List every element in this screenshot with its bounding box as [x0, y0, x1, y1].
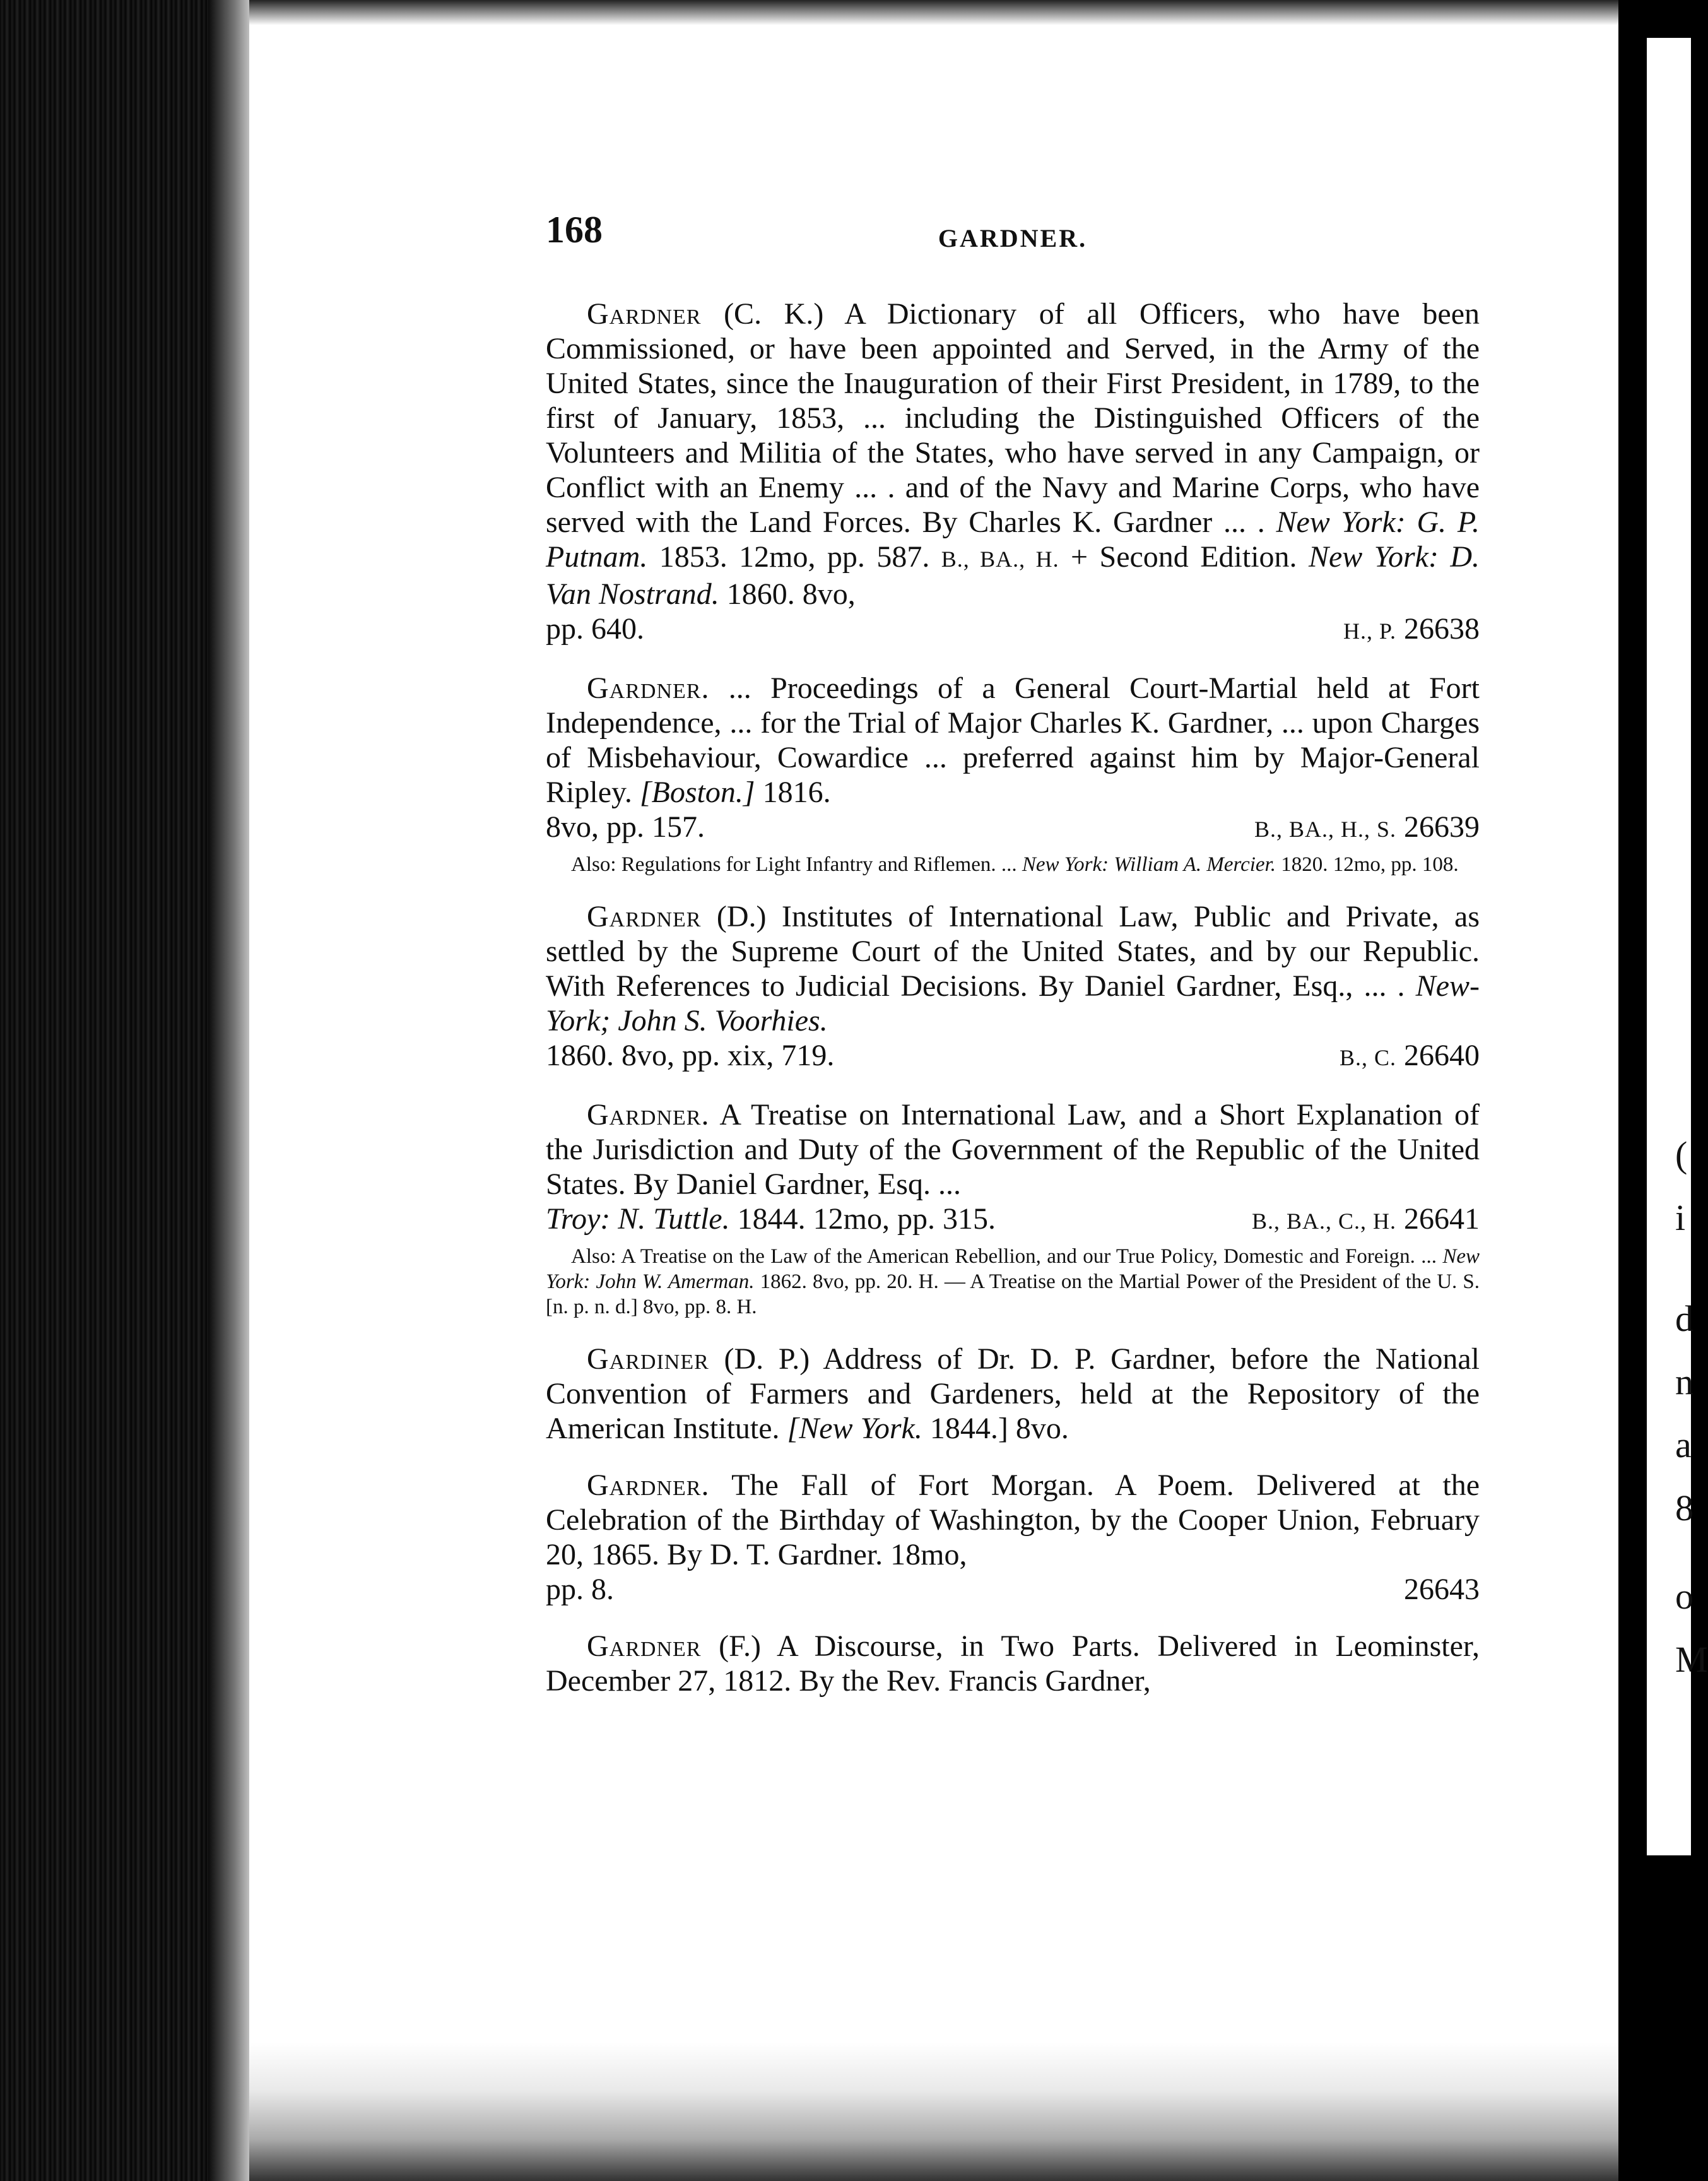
fragment: i — [1675, 1197, 1686, 1238]
entry-name: Gardner. — [587, 671, 710, 705]
page-shadow — [208, 0, 252, 2181]
entry-last-line: pp. 640. — [546, 612, 644, 646]
entry-libraries: B., BA., H., S. — [1254, 817, 1396, 842]
entry-ref-line — [546, 810, 1480, 847]
entry-ref-line — [546, 1202, 1480, 1239]
also-text: Also: A Treatise on the Law of the American Rebellion, and our True Policy, Domestic and Foreign. ... — [571, 1245, 1437, 1268]
entry-number: 26641 — [1404, 1202, 1480, 1236]
page-top-edge — [249, 0, 1625, 25]
facing-page-fragments — [1675, 1123, 1708, 1691]
entry-number: 26640 — [1404, 1039, 1480, 1072]
page-bottom-edge — [249, 2042, 1625, 2181]
fragment: d — [1675, 1298, 1693, 1339]
entry-number: 26643 — [1404, 1573, 1480, 1606]
entry-text: (F.) A Discourse, in Two Parts. Delivered in Leominster, December 27, 1812. By the Rev. Francis Gardner, — [546, 1629, 1480, 1698]
fragment: M — [1675, 1639, 1708, 1680]
entry-tail: 1853. 12mo, pp. 587. — [659, 540, 930, 574]
entry-libraries: B., BA., C., H. — [1251, 1209, 1396, 1234]
entry-imprint: [Boston.] — [639, 776, 755, 809]
entry-tail: 1844.] 8vo. — [929, 1412, 1069, 1445]
entry-libraries: B., C. — [1339, 1045, 1396, 1070]
entry-text: The Fall of Fort Morgan. A Poem. Delivered at the Celebration of the Birthday of Washington, by the Cooper Union, February 20, 1865. By D. T. Gardner. 18mo, — [546, 1469, 1480, 1571]
entry-last-line: 1844. 12mo, pp. 315. — [737, 1202, 996, 1236]
entry — [546, 1629, 1480, 1698]
entry-imprint: Troy: N. Tuttle. — [546, 1202, 730, 1236]
entry-name: Gardner — [587, 1629, 702, 1663]
page-heading: GARDNER. — [938, 224, 1088, 252]
bibliography-entries — [546, 297, 1480, 1720]
also-note — [546, 852, 1480, 877]
gutter-line — [1618, 0, 1625, 2181]
fragment: o — [1675, 1576, 1693, 1617]
entry-text: (C. K.) A Dictionary of all Officers, who have been Commissioned, or have been appointed and Served, in the Army of the United States, since the Inauguration of their First President, in 1789, to the first of January, 1853, ... including the Distinguished Officers of the Volunteers and Militia of the States, who have served in any Campaign, or Conflict with an Enemy ... . and of the Navy and Marine Corps, who have served with the Land Forces. By Charles K. Gardner ... . — [546, 297, 1480, 539]
running-head — [546, 208, 1480, 259]
entry-name: Gardiner — [587, 1342, 709, 1376]
entry-text: ... Proceedings of a General Court-Martial held at Fort Independence, ... for the Trial of Major Charles K. Gardner, ... upon Charges of Misbehaviour, Cowardice ... preferred against him by Major-General Ripley. — [546, 671, 1480, 809]
entry-libraries: H., P. — [1343, 618, 1396, 644]
page-number: 168 — [546, 209, 603, 251]
entry — [546, 1468, 1480, 1607]
entry-imprint: New-York; John S. Voorhies. — [546, 969, 1480, 1037]
entry-imprint: New York: G. P. Putnam. — [546, 505, 1480, 574]
entry-name: Gardner — [587, 900, 702, 933]
entry-tail: 1816. — [762, 776, 831, 809]
scan-left-edge — [0, 0, 240, 2181]
entry — [546, 297, 1480, 649]
entry-last-line: 8vo, pp. 157. — [546, 810, 705, 844]
second-tail: 1860. 8vo, — [726, 577, 856, 611]
entry-last-line: 1860. 8vo, pp. xix, 719. — [546, 1039, 835, 1072]
entry-imprint: [New York. — [787, 1412, 922, 1445]
entry-name: Gardner. — [587, 1469, 710, 1502]
entry-ref-line — [546, 612, 1480, 649]
fragment: n — [1675, 1361, 1693, 1402]
entry — [546, 899, 1480, 1075]
entry-text: (D.) Institutes of International Law, Public and Private, as settled by the Supreme Court of the United States, and by our Republic. With References to Judicial Decisions. By Daniel Gardner, Esq., ... . — [546, 900, 1480, 1003]
entry-text: (D. P.) Address of Dr. D. P. Gardner, before the National Convention of Farmers and Gardeners, held at the Repository of the American Institute. — [546, 1342, 1480, 1445]
also-text: Also: Regulations for Light Infantry and Riflemen. ... — [571, 853, 1017, 876]
entry-last-line: pp. 8. — [546, 1573, 614, 1606]
second-imprint: New York: D. Van Nostrand. — [546, 540, 1480, 611]
second-edition: + Second Edition. — [1071, 540, 1297, 574]
also-tail: 1820. 12mo, pp. 108. — [1281, 853, 1459, 876]
also-note — [546, 1244, 1480, 1320]
also-tail: 1862. 8vo, pp. 20. H. — A Treatise on the Martial Power of the President of the U. S. [n. p. n. d.] 8vo, pp. 8. H. — [546, 1270, 1480, 1318]
entry-text: A Treatise on International Law, and a Short Explanation of the Jurisdiction and Duty of the Government of the Republic of the United States. By Daniel Gardner, Esq. ... — [546, 1098, 1480, 1201]
entry-number: 26639 — [1404, 810, 1480, 844]
entry-ref-line — [546, 1572, 1480, 1607]
entry-ref-line — [546, 1038, 1480, 1075]
entry — [546, 671, 1480, 877]
entry-number: 26638 — [1404, 612, 1480, 646]
also-imprint: New York: John W. Amerman. — [546, 1245, 1480, 1293]
entry — [546, 1097, 1480, 1320]
entry-name: Gardner. — [587, 1098, 710, 1132]
entry-libraries: B., BA., H. — [941, 547, 1059, 572]
fragment: a — [1675, 1424, 1692, 1465]
fragment: 8 — [1675, 1487, 1693, 1528]
also-imprint: New York: William A. Mercier. — [1022, 853, 1276, 876]
entry-name: Gardner — [587, 297, 702, 331]
fragment: ( — [1675, 1134, 1688, 1175]
entry — [546, 1342, 1480, 1446]
